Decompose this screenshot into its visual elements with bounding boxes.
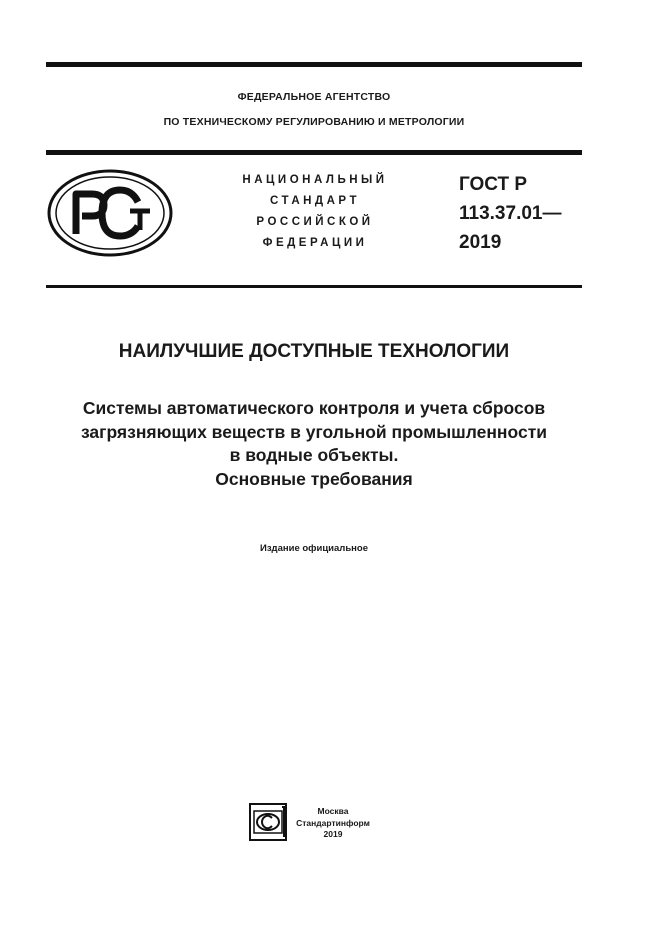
subtitle-line-3: в водные объекты. xyxy=(229,445,399,465)
header-bottom-rule xyxy=(46,285,582,288)
publisher-block xyxy=(293,806,373,841)
designation-line-3: 2019 xyxy=(459,232,502,253)
top-rule xyxy=(46,62,582,67)
standard-type xyxy=(215,170,415,254)
designation-line-2: 113.37.01— xyxy=(459,203,562,224)
subtitle-line-4: Основные требования xyxy=(215,468,413,489)
standard-type-line-2: СТАНДАРТ xyxy=(270,195,360,207)
standard-type-line-3: РОССИЙСКОЙ xyxy=(256,216,374,228)
standard-type-line-4: ФЕДЕРАЦИИ xyxy=(262,237,368,249)
rst-logo-icon xyxy=(46,168,174,258)
subtitle-line-2: загрязняющих веществ в угольной промышленности xyxy=(80,421,548,442)
edition-label: Издание официальное xyxy=(260,543,368,554)
subtitle-line-1: Системы автоматического контроля и учета сбросов xyxy=(82,398,546,418)
publisher-city: Москва xyxy=(317,806,349,816)
standard-designation xyxy=(459,170,561,257)
agency-line-1: ФЕДЕРАЛЬНОЕ АГЕНТСТВО xyxy=(237,91,391,103)
designation-line-1: ГОСТ Р xyxy=(459,174,528,195)
publisher-year: 2019 xyxy=(323,829,343,839)
document-title: НАИЛУЧШИЕ ДОСТУПНЫЕ ТЕХНОЛОГИИ xyxy=(118,341,510,362)
standartinform-logo-icon xyxy=(249,803,287,841)
document-subtitle xyxy=(30,397,598,491)
header-rule xyxy=(46,150,582,155)
standard-type-line-1: НАЦИОНАЛЬНЫЙ xyxy=(242,174,388,186)
agency-line-2: ПО ТЕХНИЧЕСКОМУ РЕГУЛИРОВАНИЮ И МЕТРОЛОГИИ xyxy=(163,116,465,128)
publisher-name: Стандартинформ xyxy=(296,817,370,828)
